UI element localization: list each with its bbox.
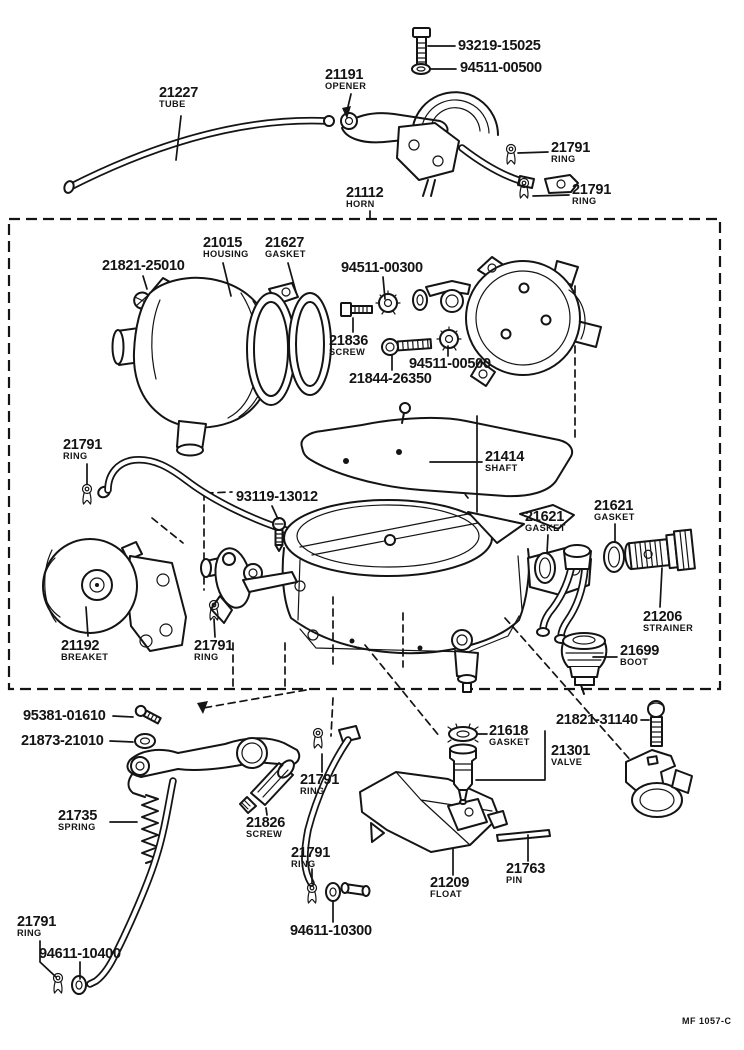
part-name: OPENER — [325, 81, 367, 92]
pin-21763 — [497, 830, 550, 841]
part-number: 21844-26350 — [349, 370, 432, 387]
part-number: 21191 — [325, 66, 364, 83]
part-number: 94511-00500 — [409, 355, 491, 372]
drawing-code: MF 1057-C — [682, 1016, 732, 1026]
pipe-end-fitting — [342, 883, 370, 896]
gasket-21618 — [448, 724, 478, 742]
part-name: FLOAT — [430, 889, 462, 900]
part-name: SCREW — [329, 347, 366, 358]
part-number: 21821-25010 — [102, 257, 185, 274]
ring-21873-21010 — [135, 734, 155, 748]
part-number: 21873-21010 — [21, 732, 104, 749]
diaphragm-cover — [466, 257, 601, 386]
strainer-21206 — [623, 530, 695, 576]
part-number: 21791 — [291, 844, 331, 861]
fuel-pipe — [305, 726, 360, 883]
gasket-21627 — [247, 293, 331, 405]
lever-bracket-roller — [626, 750, 692, 817]
part-number: 21206 — [643, 608, 683, 625]
part-name: HORN — [346, 199, 375, 210]
washer-94611-10300 — [326, 883, 340, 901]
part-name: RING — [551, 154, 576, 165]
lock-washer-94511-00300 — [376, 291, 400, 314]
part-number: 94611-10400 — [39, 945, 121, 962]
part-name: HOUSING — [203, 249, 249, 260]
part-name: BOOT — [620, 657, 649, 668]
part-name: STRAINER — [643, 623, 694, 634]
part-name: RING — [572, 196, 597, 207]
bolt-21844-26350 — [381, 336, 431, 355]
part-number: 21015 — [203, 234, 243, 251]
part-number: 21192 — [61, 637, 100, 654]
washer-small — [413, 290, 427, 310]
shaft-plate-21414 — [301, 403, 572, 496]
part-number: 21621 — [594, 497, 634, 514]
part-name: GASKET — [265, 249, 306, 260]
ring-clip-21791 — [308, 884, 317, 904]
breaker-21192 — [43, 539, 186, 654]
part-name: VALVE — [551, 757, 583, 768]
part-name: PIN — [506, 875, 523, 886]
part-number: 94511-00500 — [460, 59, 542, 76]
part-number: 21627 — [265, 234, 305, 251]
part-name: BREAKET — [61, 652, 109, 663]
part-name: RING — [63, 451, 88, 462]
part-number: 21763 — [506, 860, 546, 877]
part-name: SCREW — [246, 829, 283, 840]
choke-bracket — [426, 281, 470, 312]
dashed-guide-lines — [9, 219, 720, 763]
washer-94611-10400 — [72, 976, 86, 994]
float-21209 — [360, 772, 507, 852]
part-name: TUBE — [159, 99, 186, 110]
part-number: 21621 — [525, 508, 565, 525]
part-number: 21112 — [346, 184, 384, 201]
gasket-21621-a — [535, 553, 555, 583]
opener-21191-assembly — [341, 92, 578, 196]
ring-clip-21791 — [314, 729, 323, 749]
part-number: 94611-10300 — [290, 922, 372, 939]
part-number: 21301 — [551, 742, 591, 759]
part-number: 21414 — [485, 448, 525, 465]
part-number: 93119-13012 — [236, 488, 318, 505]
part-number: 21209 — [430, 874, 470, 891]
choke-rod — [90, 781, 173, 984]
part-number: 21826 — [246, 814, 286, 831]
part-name: SPRING — [58, 822, 96, 833]
part-number: 21791 — [300, 771, 340, 788]
screw-21836 — [341, 303, 372, 316]
part-number: 94511-00300 — [341, 259, 423, 276]
part-number: 21791 — [551, 139, 591, 156]
bolt-21821-31140 — [648, 701, 664, 746]
part-number: 21791 — [194, 637, 234, 654]
washer-94511-00500-top — [412, 64, 430, 74]
lock-washer-94511-00500 — [437, 327, 461, 350]
part-name: RING — [300, 786, 325, 797]
part-name: SHAFT — [485, 463, 518, 474]
part-number: 21618 — [489, 722, 529, 739]
part-number: 21821-31140 — [556, 711, 638, 728]
part-name: RING — [291, 859, 316, 870]
screw-93119-13012 — [273, 518, 285, 551]
part-name: GASKET — [489, 737, 530, 748]
part-number: 21791 — [572, 181, 612, 198]
part-number: 93219-15025 — [458, 37, 541, 54]
boot-21699 — [562, 633, 607, 694]
tube-21227 — [63, 116, 334, 194]
bolt-93219-15025 — [413, 28, 430, 66]
part-number: 21699 — [620, 642, 660, 659]
ring-clip-21791 — [83, 485, 92, 505]
part-number: 95381-01610 — [23, 707, 106, 724]
ring-clip-21791 — [507, 145, 516, 165]
part-number: 21735 — [58, 807, 98, 824]
part-name: GASKET — [525, 523, 566, 534]
gasket-21621-b — [604, 542, 624, 572]
screw-95381-01610 — [134, 704, 162, 725]
part-number: 21791 — [63, 436, 103, 453]
part-number: 21791 — [17, 913, 57, 930]
part-name: RING — [17, 928, 42, 939]
part-name: RING — [194, 652, 219, 663]
part-number: 21836 — [329, 332, 369, 349]
part-name: GASKET — [594, 512, 635, 523]
part-number: 21227 — [159, 84, 199, 101]
